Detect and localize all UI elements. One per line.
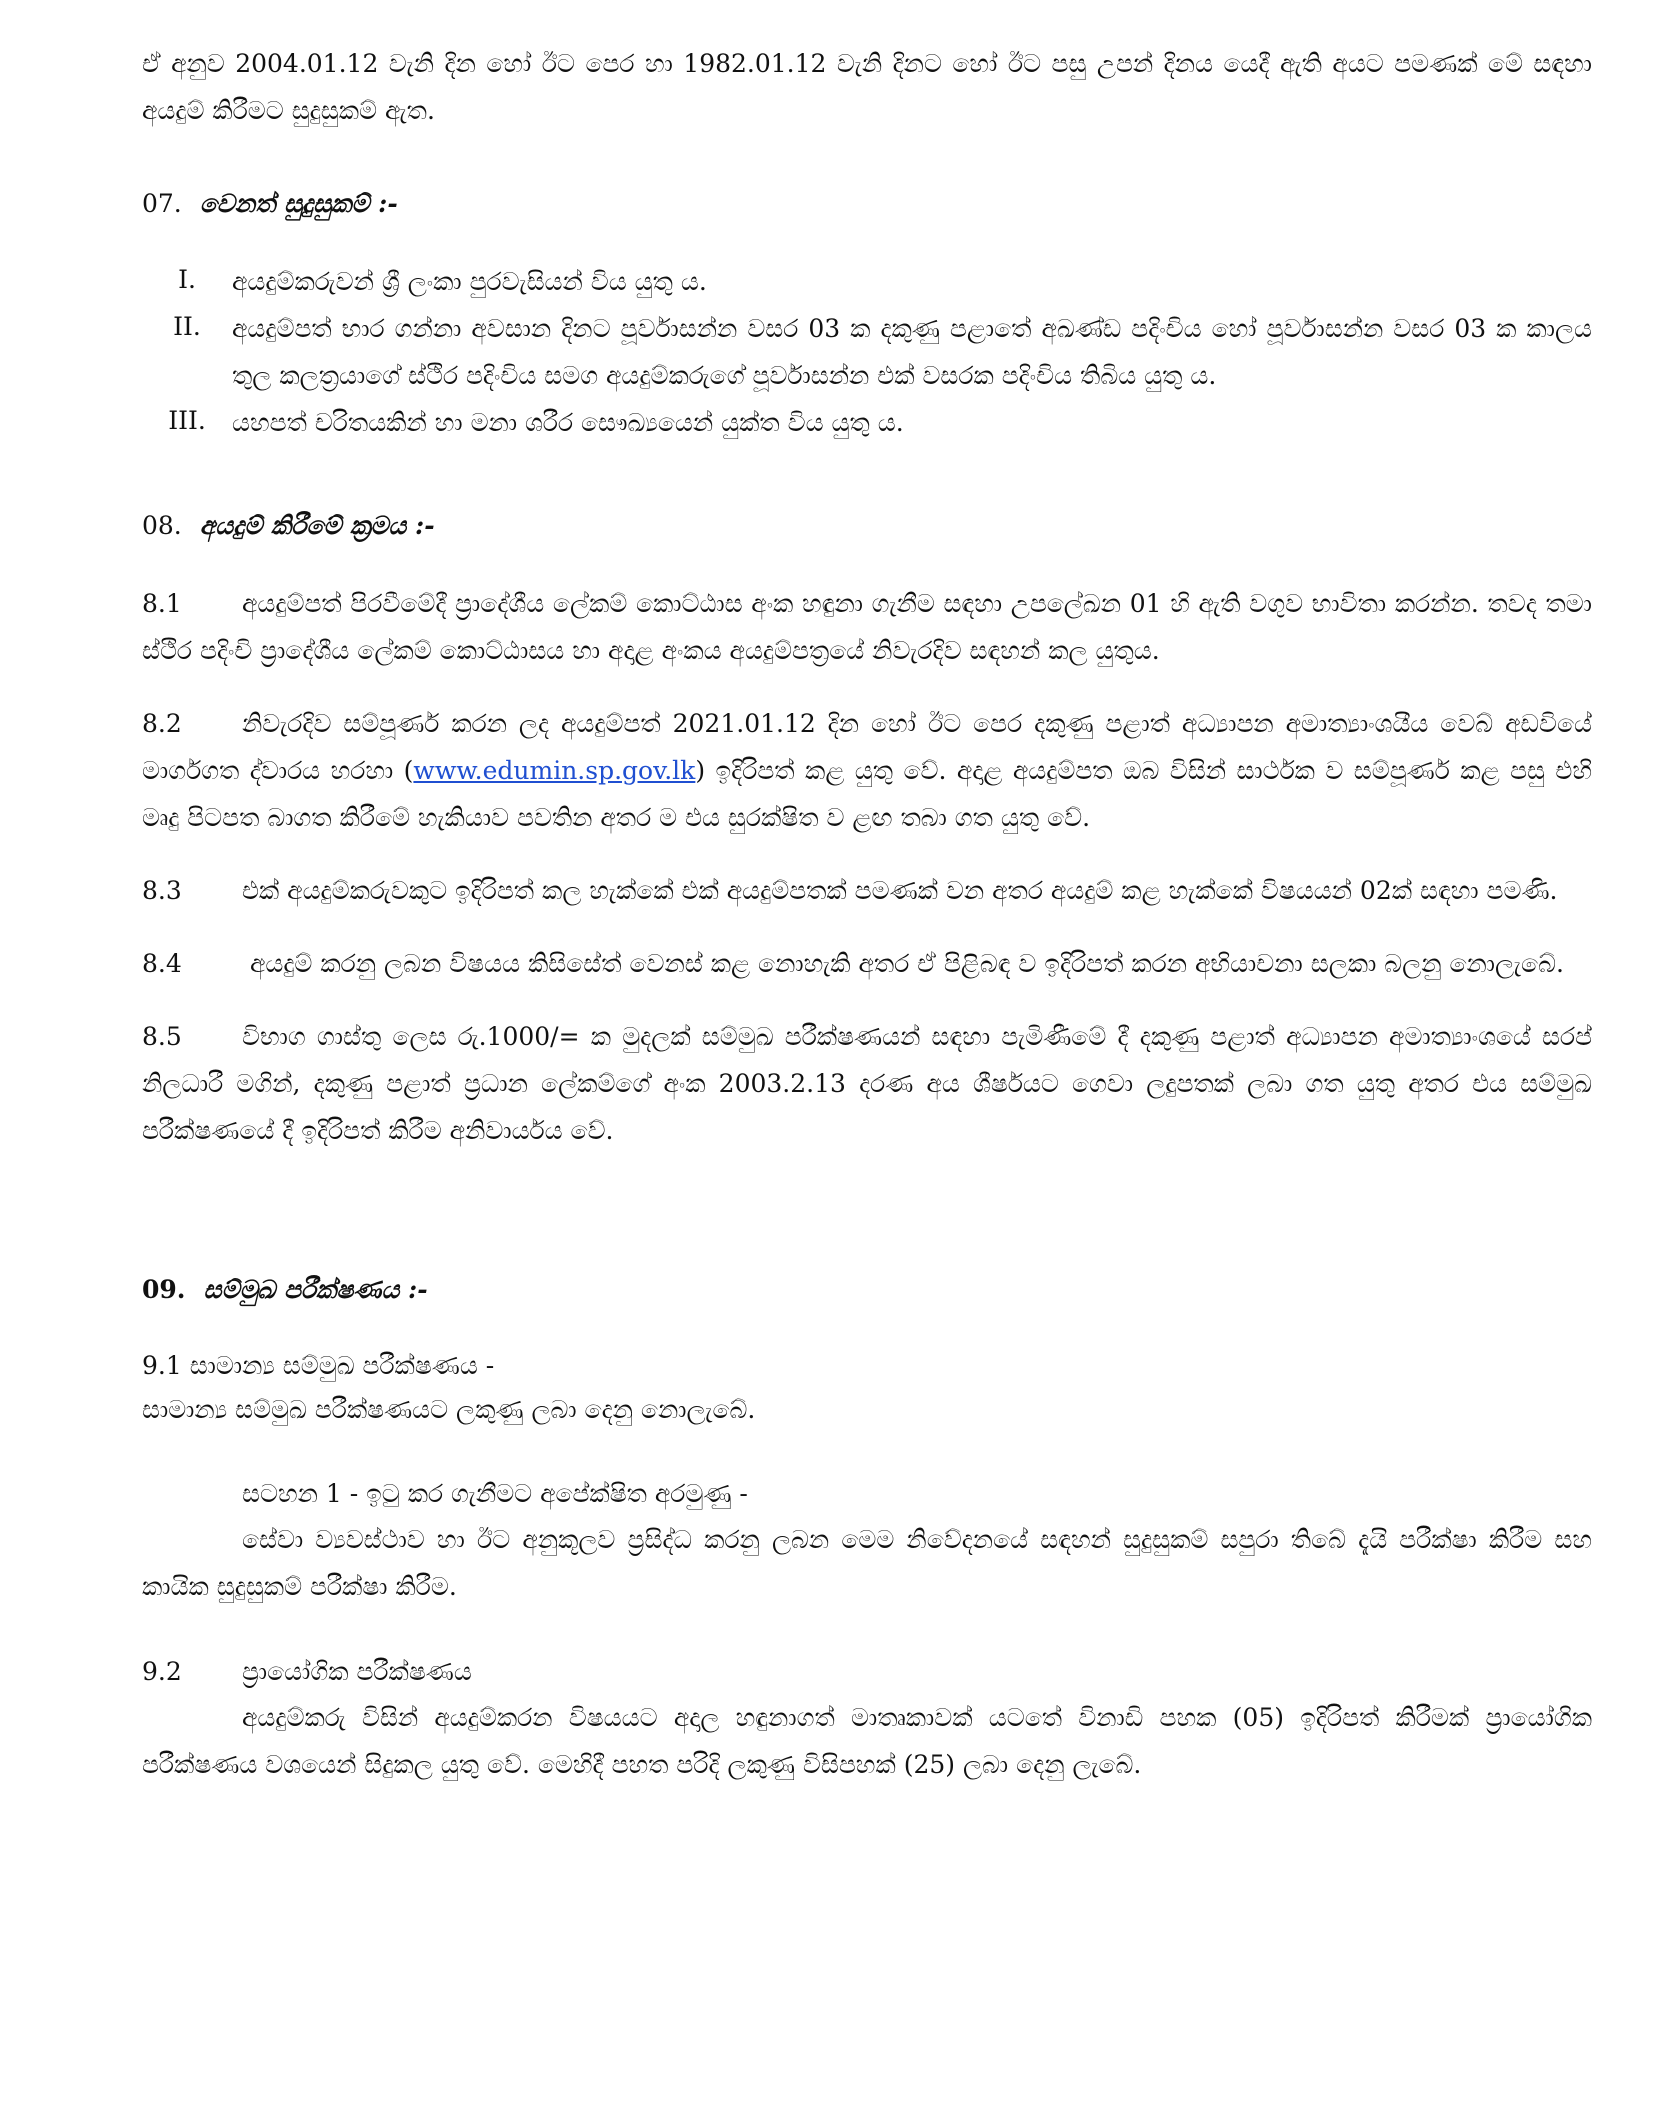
- list-item: [142, 258, 1592, 305]
- clause-number: 8.2: [142, 709, 182, 738]
- section-07-heading: [142, 184, 1592, 224]
- clause-number: 8.4: [142, 949, 182, 978]
- website-link[interactable]: www.edumin.sp.gov.lk: [413, 756, 696, 785]
- spacer: [142, 1180, 1592, 1270]
- clause-number: 8.1: [142, 589, 182, 618]
- note-1: [142, 1472, 1592, 1610]
- clause-text: විභාග ගාස්තු ලෙස රු.1000/= ක මුදලක් සම්මුඛ පරීක්ෂණයන් සඳහා පැමිණීමේ දී දකුණු පළාත් අධ්‍යාපන අමාත්‍යාංශයේ සරප් නිලධාරී මගින්, දකුණු පළාත් ප්‍රධාන ලේකම්ගේ අංක 2003.2.13 දරණ අය ශීර්ෂයට ගෙවා ලදුපතක් ලබා ගත යුතු අතර එය සම්මුඛ පරීක්ෂණයේ දී ඉදිරිපත් කිරීම අනිවාර්යය වේ.: [142, 1022, 1592, 1145]
- list-text: අයදුම්පත් භාර ගන්නා අවසාන දිනට පූර්වාසන්න වසර 03 ක දකුණු පළාතේ අඛණ්ඩ පදිංචිය හෝ පූර්වාසන්න වසර 03 ක කාලය තුල කලත්‍රයාගේ ස්ථිර පදිංචිය සමග අයදුම්කරුගේ පූර්වාසන්න එක් වසරක පදිංචිය තිබිය යුතු ය.: [232, 314, 1592, 390]
- section-number: 09.: [142, 1275, 186, 1304]
- section-09-heading: [142, 1270, 1592, 1310]
- list-text: යහපත් චරිතයකින් හා මනා ශරීර සෞඛ්‍යයෙන් යුක්ත විය යුතු ය.: [232, 408, 904, 437]
- intro-paragraph: ඒ අනුව 2004.01.12 වැනි දින හෝ ඊට පෙර හා 1982.01.12 වැනි දිනට හෝ ඊට පසු උපන් දිනය යෙදී ඇති අයට පමණක් මේ සඳහා අයදුම් කිරීමට සුදුසුකම් ඇත.: [142, 49, 1592, 125]
- subsection-9-1: [142, 1344, 1592, 1432]
- clause-8-4: [142, 940, 1592, 987]
- clause-text: අයදුම් කරනු ලබන විෂයය කිසිසේත් වෙනස් කළ නොහැකි අතර ඒ පිළිබඳ ව ඉදිරිපත් කරන අභියාචනා සලකා බලනු නොලැබේ.: [242, 949, 1564, 978]
- clause-8-5: [142, 1013, 1592, 1154]
- section-title: වෙනත් සුදුසුකම් :-: [199, 189, 398, 218]
- section-title: අයදුම් කිරීමේ ක්‍රමය :-: [199, 511, 435, 540]
- clause-8-3: [142, 867, 1592, 914]
- note-text: සේවා ව්‍යවස්ථාව හා ඊට අනුකූලව ප්‍රසිද්ධ කරනු ලබන මෙම නිවේදනයේ සඳහන් සුදුසුකම් සපුරා තිබේ දැයි පරීක්ෂා කිරීම සහ කායික සුදුසුකම් පරීක්ෂා කිරීම.: [142, 1525, 1592, 1601]
- subsection-title: ප්‍රායෝගික පරීක්ෂණය: [242, 1657, 472, 1686]
- section-number: 07.: [142, 189, 182, 218]
- list-numeral: III.: [168, 406, 206, 435]
- note-title: සටහන 1 - ඉටු කර ගැනීමට අපේක්ෂිත අරමුණු -: [242, 1479, 748, 1508]
- clause-text: එක් අයදුම්කරුවකුට ඉදිරිපත් කල හැක්කේ එක් අයදුම්පතක් පමණක් වන අතර අයදුම් කළ හැක්කේ විෂයයන් 02ක් සඳහා පමණි.: [242, 876, 1558, 905]
- section-08-heading: [142, 506, 1592, 546]
- subsection-title: 9.1 සාමාන්‍ය සම්මුඛ පරීක්ෂණය -: [142, 1351, 495, 1380]
- clause-text: අයදුම්පත් පිරවීමේදී ප්‍රාදේශීය ලේකම් කොට්ඨාස අංක හඳුනා ගැනීම සඳහා උපලේඛන 01 හි ඇති වගුව භාවිතා කරන්න. තවද තමා ස්ථිර පදිංචි ප්‍රාදේශීය ලේකම් කොට්ඨාසය හා අදාළ අංකය අයදුම්පත්‍රයේ නිවැරදිව සඳහන් කල යුතුය.: [142, 589, 1592, 665]
- list-numeral: II.: [173, 312, 201, 341]
- clause-text: ) ඉදිරිපත් කළ යුතු වේ. අදාළ අයදුම්පත ඔබ විසින් සාර්ථක ව සම්පූර්ණ කළ පසු එහි මෘදු පිටපත බාගත කිරීමේ හැකියාව පවතින අතර ම එය සුරක්ෂිත ව ළඟ තබා ගත යුතු වේ.: [142, 756, 1592, 832]
- section-title: සම්මුඛ පරීක්ෂණය :-: [203, 1275, 428, 1304]
- clause-8-2: [142, 700, 1592, 841]
- section-number: 08.: [142, 511, 182, 540]
- list-text: අයදුම්කරුවන් ශ්‍රී ලංකා පුරවැසියන් විය යුතු ය.: [232, 267, 707, 296]
- subsection-number: 9.2: [142, 1657, 182, 1686]
- clause-number: 8.5: [142, 1022, 182, 1051]
- list-numeral: I.: [178, 265, 196, 294]
- list-item: [142, 305, 1592, 399]
- subsection-9-2: [142, 1650, 1592, 1788]
- other-qualifications-list: [142, 258, 1592, 446]
- clause-8-1: [142, 580, 1592, 674]
- subsection-text: සාමාන්‍ය සම්මුඛ පරීක්ෂණයට ලකුණු ලබා දෙනු නොලැබේ.: [142, 1395, 756, 1424]
- document-page: [142, 40, 1592, 1828]
- clause-number: 8.3: [142, 876, 182, 905]
- subsection-text: අයදුම්කරු විසින් අයදුම්කරන විෂයයට අදාල හඳුනාගත් මාතෘකාවක් යටතේ විනාඩි පහක (05) ඉදිරිපත් කිරීමක් ප්‍රායෝගික පරීක්ෂණය වශයෙන් සිදුකල යුතු වේ. මෙහිදී පහත පරිදි ලකුණු විසිපහක් (25) ලබා දෙනු ලැබේ.: [142, 1703, 1592, 1779]
- list-item: [142, 399, 1592, 446]
- clause-text: නිවැරදිව සම්පූර්ණ කරන ලද අයදුම්පත් 2021.01.12 දින හෝ ඊට පෙර දකුණු පළාත් අධ්‍යාපන අමාත්‍යාංශයීය වෙබ් අඩවියේ මාර්ගගත ද්වාරය හරහා (: [142, 709, 1592, 785]
